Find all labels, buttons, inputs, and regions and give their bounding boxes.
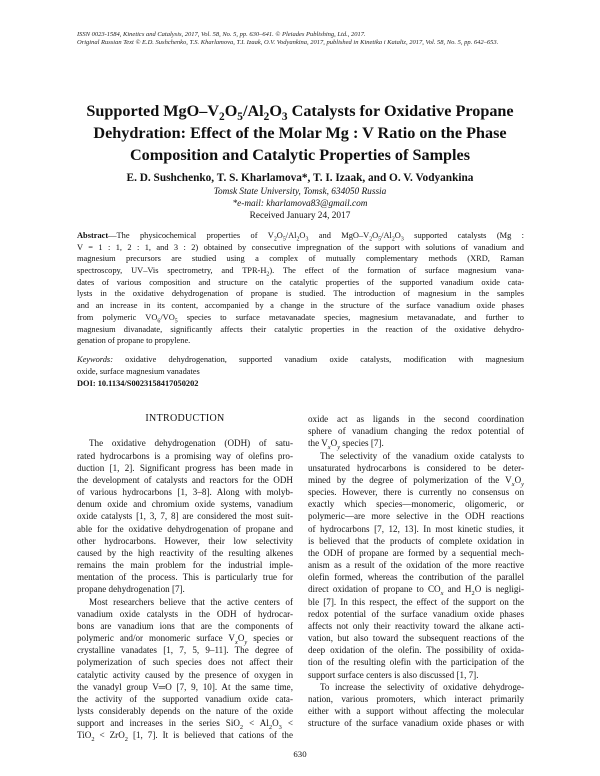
paragraph-line: bons are vanadium ions that are the components of	[77, 620, 293, 631]
paragraph-line: support and increases in the series $SiO_2 < Al_2O_3$ <	[77, 718, 293, 732]
paragraph-line: vation, but also toward the subsequent reactions of the	[308, 633, 524, 644]
paragraph-line: structure of the surface vanadium oxide phases or with	[308, 718, 524, 729]
paragraph-line: rated hydrocarbons is a promising way of olefins pro-	[77, 450, 293, 461]
abstract-line: lysts in the oxidative dehydrogenation of propane is studied. The introduction of magnesium in the samples	[77, 289, 524, 299]
paragraph-line: other hydrocarbons. However, their low selectivity	[77, 535, 293, 546]
paragraph-line: able for the oxidative dehydrogenation of propane and	[77, 523, 293, 534]
paragraph-line: unsaturated hydrocarbons is considered to be deter-	[308, 462, 524, 473]
paragraph-line: duction [1, 2]. Significant progress has been made in	[77, 462, 293, 473]
paragraph-line: nation, various promoters, which interact primarily	[308, 693, 524, 704]
paragraph-line: of various hydrocarbons [1, 3–8]. Along with molyb-	[77, 487, 293, 498]
paragraph-line: species. However, there is currently no consensus on	[308, 487, 524, 498]
abstract-line: genation of propane to propylene.	[77, 336, 191, 346]
paragraph-line: support surface centers is also discussed [1, 7].	[308, 669, 479, 680]
abstract-line: V = 1 : 1, 2 : 1, and 3 : 2) obtained by consecutive impregnation of the support with solutions of vanadium and	[77, 242, 524, 252]
keywords-line: Keywords: oxidative dehydrogenation, supported vanadium oxide catalysts, modification with magnesium	[77, 355, 524, 364]
paragraph-line: oxide catalysts [1, 3, 7, 8] are considered the most suit-	[77, 511, 293, 522]
journal-header-line2: Original Russian Text © E.D. Sushchenko, T.S. Kharlamova, T.I. Izaak, O.V. Vodyankina, 2017, published in Kinetika i Kataliz, 2017, Vol. 58, No. 5, pp. 642–653.	[77, 39, 499, 46]
paragraph-line: affects not only their reactivity toward the alkane acti-	[308, 620, 524, 631]
paragraph-line: of hydrocarbons [7, 12, 13]. In most kinetic studies, it	[308, 523, 524, 534]
paragraph-line: lysts considerably depends on the nature of the oxide	[77, 706, 293, 717]
paragraph-line: anism as a result of the oxidation of the more reactive	[308, 560, 524, 571]
page-number: 630	[293, 749, 307, 759]
paragraph-line: remains the main problem for the industrial imple-	[77, 560, 293, 571]
paragraph-line: sphere of vanadium changing the redox potential of	[308, 426, 524, 437]
received-date: Received January 24, 2017	[249, 211, 351, 221]
left-column	[77, 413, 293, 742]
paragraph-line: TiO$_2$ < ZrO$_2$ [1, 7]. It is believed that cations of the	[77, 730, 293, 744]
paragraph-line: ble [7]. In this respect, the effect of the support on the	[308, 596, 524, 607]
paragraph-line: tion of the resulting olefin with the participation of the	[308, 657, 524, 668]
paragraph-line: crystalline vanadates [1, 7, 5, 9–11]. The degree of	[77, 645, 293, 656]
keywords	[77, 354, 524, 377]
abstract	[77, 230, 524, 347]
paragraph-line: olefin formed, whereas the contribution of the parallel	[308, 572, 524, 583]
abstract-line: from polymeric $VO_6/VO_5$ species to surface metavanadate species, magnesium metavanadate, and further to	[77, 312, 524, 325]
paragraph-line: redox potential of the surface vanadium oxide phases	[308, 608, 524, 619]
right-column	[308, 413, 524, 729]
paragraph-line: exactly which species—monomeric, oligomeric, or	[308, 499, 524, 510]
abstract-line: and an increase in its content, accompanied by a change in the structure of the surface vanadium oxide phases	[77, 301, 524, 311]
paragraph-line: deep oxidation of the olefin. The possibility of oxida-	[308, 645, 524, 656]
section-heading-introduction: INTRODUCTION	[145, 413, 225, 424]
paragraph-line: polymeric—are more selective in the ODH reactions	[308, 511, 524, 522]
paragraph-line: caused by the high reactivity of the resulting alkenes	[77, 547, 293, 558]
title-line: Composition and Catalytic Properties of Samples	[129, 146, 471, 164]
affiliation: Tomsk State University, Tomsk, 634050 Russia	[213, 187, 387, 197]
journal-header-line1: ISSN 0023-1584, Kinetics and Catalysis, 2017, Vol. 58, No. 5, pp. 630–641. © Pleiades Publishing, Ltd., 2017.	[77, 31, 366, 38]
paragraph-line: the vanadyl group V═O [7, 9, 10]. At the same time,	[77, 681, 293, 692]
paragraph-line: catalytic activity caused by the presence of oxygen in	[77, 669, 293, 680]
paragraph-line: The oxidative dehydrogenation (ODH) of satu-	[89, 438, 293, 449]
abstract-line: spectroscopy, UV–Vis spectrometry, and TPR-$H_2$). The effect of the formation of surface magnesium vana-	[77, 266, 524, 278]
paragraph-line: mined by the degree of polymerization of the $V_xO_y$	[308, 474, 524, 488]
doi: DOI: 10.1134/S0023158417050202	[77, 379, 199, 388]
blank-line	[77, 425, 293, 437]
paragraph-line: vanadium oxide catalysts in the ODH of hydrocar-	[77, 608, 293, 619]
title-line: Supported MgO–$V_2O_5/Al_2O_3$ Catalysts for Oxidative Propane	[86, 102, 514, 124]
paragraph-line: polymerization of such species does not affect their	[77, 657, 293, 668]
paragraph-line: direct oxidation of propane to $CO_x$ and $H_2O$ is negligi-	[308, 584, 525, 598]
keywords-line: oxide, surface magnesium vanadates	[77, 366, 200, 376]
paragraph-line: mentation of the process. This is particularly true for	[77, 572, 293, 583]
paragraph-line: propane dehydrogenation [7].	[77, 584, 185, 595]
author-email: *e-mail: kharlamova83@gmail.com	[232, 199, 368, 209]
paragraph-line: either with a support without affecting the molecular	[308, 706, 524, 717]
paragraph-line: the activity of the supported vanadium oxide cata-	[77, 693, 293, 704]
paragraph-line: polymeric and/or monomeric surface $V_xO_y$ species or	[77, 633, 294, 646]
paragraph-line: oxide act as ligands in the second coordination	[308, 414, 524, 424]
abstract-line: dates of various composition and structure on the catalytic properties of the supported vanadium oxide cata-	[77, 277, 524, 287]
paragraph-line: the development of catalysts and reactors for the ODH	[77, 474, 293, 485]
abstract-line: magnesium divanadate, significantly affects their catalytic properties in the reaction of the oxidative dehydro-	[77, 324, 524, 334]
paragraph-line: the ODH of propane are formed by a sequential mech-	[308, 547, 524, 558]
paragraph-line: is believed that the products of complete oxidation in	[308, 535, 524, 546]
abstract-line: Abstract—The physicochemical properties of $V_2O_5/Al_2O_3$ and MgO–$V_2O_5/Al_2O_3$ supported catalysts (Mg :	[77, 231, 524, 243]
abstract-line: magnesium precursors are studied using a complex of mutually complementary methods (XRD, Raman	[77, 254, 524, 264]
paragraph-line: the $V_xO_y$ species [7].	[308, 438, 384, 452]
paragraph-line: Most researchers believe that the active centers of	[89, 596, 293, 607]
title-line: Dehydration: Effect of the Molar Mg : V Ratio on the Phase	[93, 124, 507, 142]
paragraph-line: To increase the selectivity of oxidative dehydroge-	[320, 681, 524, 692]
authors: E. D. Sushchenko, T. S. Kharlamova*, T. I. Izaak, and O. V. Vodyankina	[126, 172, 474, 184]
paragraph-line: The selectivity of the vanadium oxide catalysts to	[320, 450, 524, 461]
paragraph-line: denum oxide and chromium oxide systems, vanadium	[77, 499, 293, 510]
